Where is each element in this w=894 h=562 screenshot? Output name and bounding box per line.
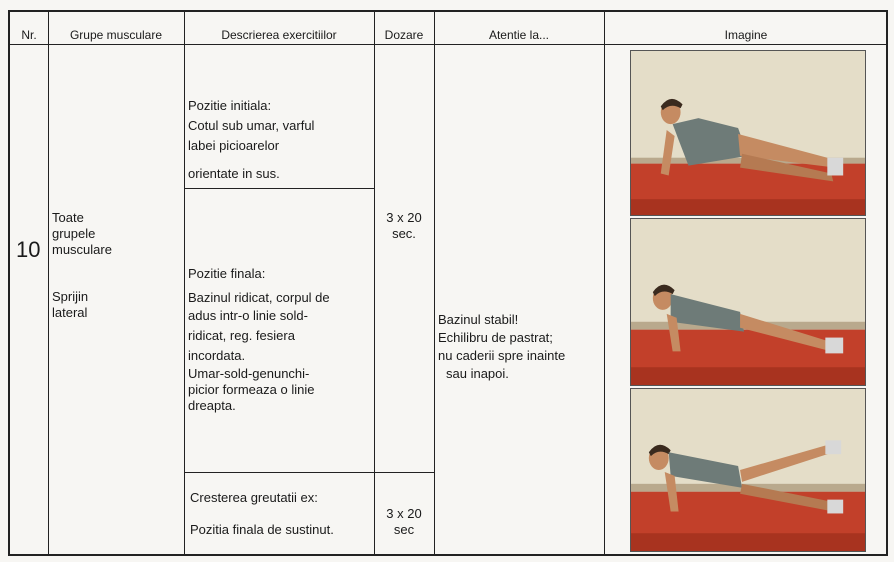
crestere-line: Pozitia finala de sustinut. bbox=[190, 522, 334, 537]
header-nr: Nr. bbox=[21, 28, 37, 42]
header-imagine: Imagine bbox=[724, 28, 768, 42]
header-divider bbox=[10, 44, 886, 45]
exercise-name-line: Sprijin bbox=[52, 289, 89, 304]
crestere-line: Cresterea greutatii ex: bbox=[190, 490, 318, 505]
row-divider bbox=[184, 472, 434, 473]
row-divider bbox=[184, 188, 374, 189]
pozitie-initiala-line: Pozitie initiala: bbox=[188, 98, 272, 113]
grupe-line: grupele bbox=[52, 226, 96, 241]
dozare-line: 3 x 20 bbox=[386, 210, 422, 225]
pozitie-finala-line: Bazinul ridicat, corpul de bbox=[188, 290, 330, 305]
col-divider bbox=[434, 12, 435, 554]
side-plank-leg-raise-photo bbox=[630, 388, 866, 552]
pozitie-finala-line: ridicat, reg. fesiera bbox=[188, 328, 295, 343]
exercise-table bbox=[8, 10, 888, 556]
atentie-line: Echilibru de pastrat; bbox=[438, 330, 553, 345]
exercise-name-line: lateral bbox=[52, 305, 88, 320]
header-descriere: Descrierea exercitiilor bbox=[221, 28, 337, 42]
grupe-line: Toate bbox=[52, 210, 84, 225]
row-number: 10 bbox=[16, 237, 41, 262]
pozitie-finala-line: incordata. bbox=[188, 348, 246, 363]
col-divider bbox=[48, 12, 49, 554]
header-grupe: Grupe musculare bbox=[69, 28, 163, 42]
col-divider bbox=[604, 12, 605, 554]
pozitie-initiala-line: labei picioarelor bbox=[188, 138, 280, 153]
header-atentie: Atentie la... bbox=[488, 28, 550, 42]
pozitie-finala-line: adus intr-o linie sold- bbox=[188, 308, 308, 323]
grupe-line: musculare bbox=[52, 242, 112, 257]
pozitie-finala-line: picior formeaza o linie bbox=[188, 382, 315, 397]
side-plank-raised-photo bbox=[630, 218, 866, 386]
pozitie-finala-line: dreapta. bbox=[188, 398, 236, 413]
pozitie-initiala-line: orientate in sus. bbox=[188, 166, 280, 181]
pozitie-initiala-line: Cotul sub umar, varful bbox=[188, 118, 315, 133]
atentie-line: nu caderii spre inainte bbox=[438, 348, 566, 363]
atentie-line: sau inapoi. bbox=[446, 366, 509, 381]
pozitie-finala-line: Pozitie finala: bbox=[188, 266, 266, 281]
dozare-line: 3 x 20 bbox=[386, 506, 422, 521]
pozitie-finala-line: Umar-sold-genunchi- bbox=[188, 366, 310, 381]
side-plank-start-photo bbox=[630, 50, 866, 216]
dozare-line: sec. bbox=[392, 226, 416, 241]
header-dozare: Dozare bbox=[384, 28, 424, 42]
dozare-line: sec bbox=[393, 522, 415, 537]
atentie-line: Bazinul stabil! bbox=[438, 312, 519, 327]
